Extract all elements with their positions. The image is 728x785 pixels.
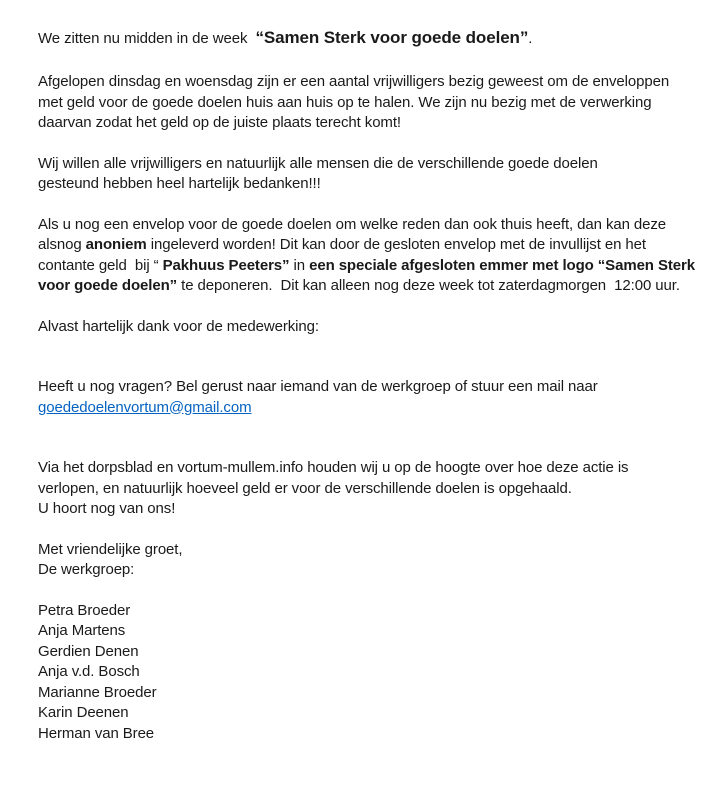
letter-line: Met vriendelijke groet,: [38, 540, 183, 558]
member-name: Herman van Bree: [38, 724, 155, 742]
letter-line: Wij willen alle vrijwilligers en natuurlijk alle mensen die de verschillende goede doelen: [38, 154, 598, 172]
member-name: Anja v.d. Bosch: [38, 663, 140, 680]
thank-you-paragraph: [38, 317, 698, 338]
intro-line: [38, 26, 698, 51]
letter-line: daarvan zodat het geld op de juiste plaats terecht komt!: [38, 114, 401, 131]
letter-line: Alvast hartelijk dank voor de medewerking:: [38, 317, 319, 335]
member-name: Gerdien Denen: [38, 642, 139, 660]
bold-emmer-logo: een speciale afgesloten emmer met logo “Samen Sterk: [309, 256, 695, 274]
letter-line: Als u nog een envelop voor de goede doelen om welke reden dan ook thuis heeft, dan kan deze: [38, 215, 667, 233]
closing-paragraph: [38, 540, 698, 581]
member-name: Marianne Broeder: [38, 683, 157, 701]
letter-line: Via het dorpsblad en vortum-mullem.info houden wij u op de hoogte over hoe deze actie is: [38, 459, 629, 476]
envelope-instructions-paragraph: [38, 215, 698, 297]
collection-update-paragraph: [38, 72, 698, 134]
workgroup-members-list: [38, 601, 698, 745]
intro-prefix: We zitten nu midden in de week: [38, 30, 256, 47]
email-link[interactable]: goededoelenvortum@gmail.com: [38, 398, 252, 416]
letter-line: De werkgroep:: [38, 561, 135, 578]
intro-paragraph: [38, 26, 698, 51]
member-name: Karin Deenen: [38, 704, 129, 721]
letter-line: [38, 398, 698, 419]
text-segment: ingeleverd worden! Dit kan door de gesloten envelop met de invullijst en het: [146, 236, 646, 253]
text-segment: te deponeren. Dit kan alleen nog deze week tot zaterdagmorgen 12:00 uur.: [177, 277, 680, 294]
text-segment: alsnog: [38, 236, 86, 253]
text-segment: contante geld bij “: [38, 256, 163, 274]
letter-line: verlopen, en natuurlijk hoeveel geld er voor de verschillende doelen is opgehaald.: [38, 479, 572, 497]
letter-line: U hoort nog van ons!: [38, 500, 176, 517]
letter-line: [38, 235, 698, 256]
letter-line: met geld voor de goede doelen huis aan huis op te halen. We zijn nu bezig met de verwerking: [38, 93, 652, 111]
questions-paragraph: [38, 377, 698, 418]
letter-line: Heeft u nog vragen? Bel gerust naar iemand van de werkgroep of stuur een mail naar: [38, 378, 598, 395]
letter-line: gesteund hebben heel hartelijk bedanken!!!: [38, 175, 321, 192]
follow-up-paragraph: [38, 458, 698, 520]
thanks-paragraph: [38, 154, 698, 195]
letter-line: [38, 276, 698, 297]
campaign-title: “Samen Sterk voor goede doelen”: [255, 28, 529, 47]
letter-line: Afgelopen dinsdag en woensdag zijn er een aantal vrijwilligers bezig geweest om de enveloppen: [38, 73, 670, 90]
bold-pakhuus-peeters: Pakhuus Peeters”: [162, 256, 290, 274]
bold-voor-goede-doelen: voor goede doelen”: [38, 277, 178, 294]
text-segment: in: [289, 256, 310, 274]
bold-anoniem: anoniem: [85, 236, 147, 253]
member-name: Petra Broeder: [38, 601, 131, 619]
member-name: Anja Martens: [38, 622, 126, 639]
letter-line: [38, 256, 698, 277]
intro-suffix: .: [528, 30, 533, 47]
